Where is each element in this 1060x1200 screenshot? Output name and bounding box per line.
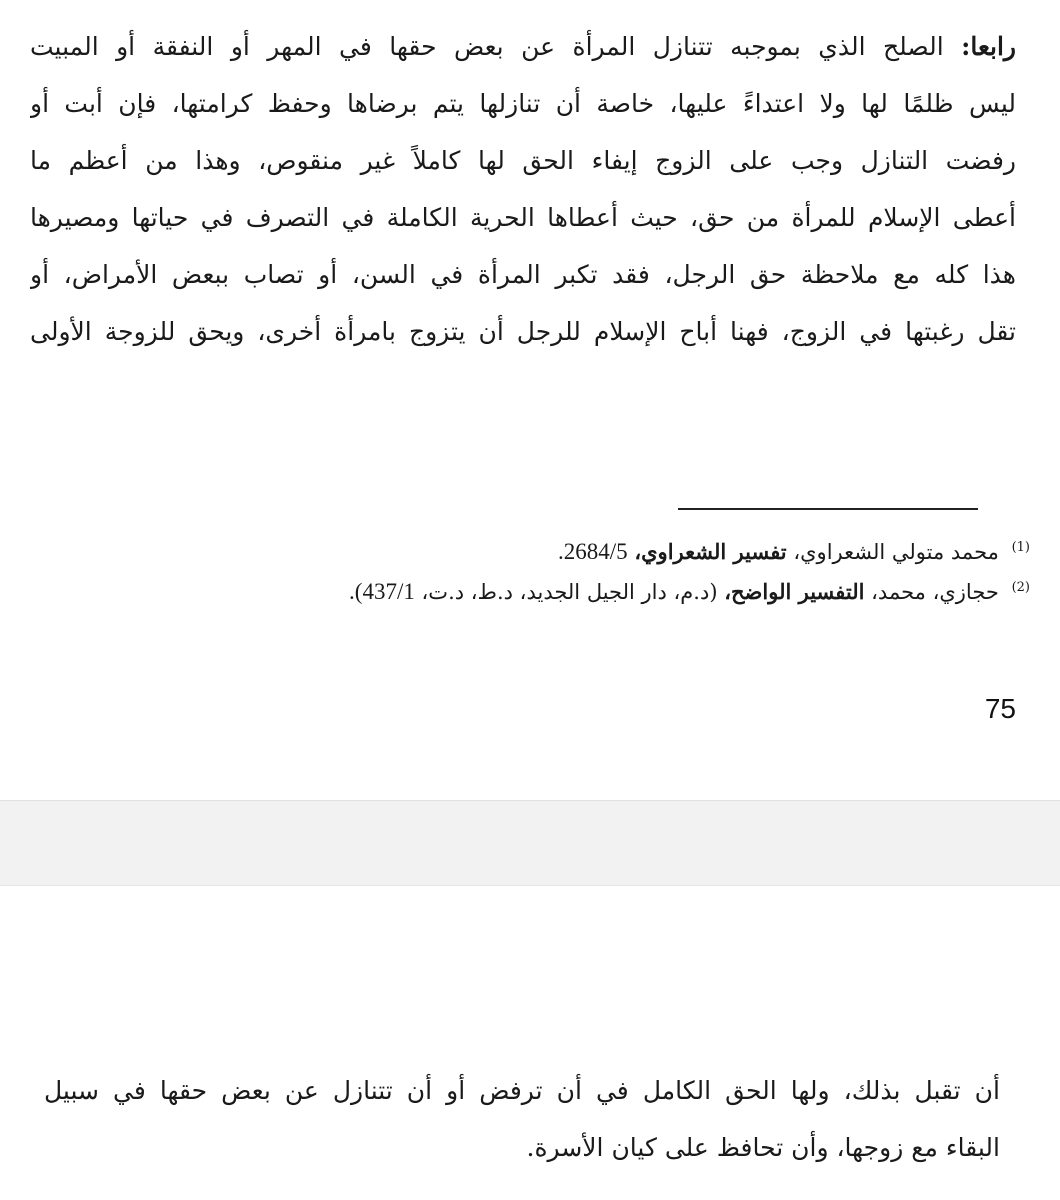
- paragraph-line: هذا كله مع ملاحظة حق الرجل، فقد تكبر المرأة في السن، أو تصاب ببعض الأمراض، أو: [30, 260, 1016, 289]
- continued-paragraph: [44, 1062, 1000, 1176]
- footnote-separator: [678, 508, 978, 510]
- footnote-marker: (2): [1011, 580, 1030, 595]
- footnotes: [120, 528, 1030, 608]
- paragraph-first-line-text: الصلح الذي بموجبه تتنازل المرأة عن بعض حقها في المهر أو النفقة أو المبيت: [30, 32, 944, 61]
- document-page-bottom: [0, 886, 1060, 1200]
- paragraph-line: البقاء مع زوجها، وأن تحافظ على كيان الأسرة.: [526, 1133, 1000, 1162]
- paragraph-line: أعطى الإسلام للمرأة من حق، حيث أعطاها الحرية الكاملة في التصرف في حياتها ومصيرها: [30, 203, 1016, 232]
- footnote-2: [120, 568, 1030, 608]
- footnote-author: محمد متولي الشعراوي،: [793, 540, 999, 564]
- paragraph-lead: رابعا:: [961, 32, 1016, 61]
- footnote-details: (د.م، دار الجيل الجديد، د.ط، د.ت،: [421, 580, 718, 604]
- footnote-1: [120, 528, 1030, 568]
- footnote-author: حجازي، محمد،: [871, 580, 999, 604]
- paragraph-line: تقل رغبتها في الزوج، فهنا أباح الإسلام للرجل أن يتزوج بامرأة أخرى، ويحق للزوجة الأولى: [30, 317, 1016, 346]
- paragraph-line: [30, 18, 1016, 75]
- footnote-title: التفسير الواضح،: [724, 579, 865, 604]
- paragraph-line: ليس ظلمًا لها ولا اعتداءً عليها، خاصة أن تنازلها يتم برضاها وحفظ كرامتها، فإن أبت أو: [30, 89, 1016, 118]
- footnote-reference: 437/1).: [349, 579, 415, 604]
- page-gap: [0, 800, 1060, 886]
- paragraph-line: أن تقبل بذلك، ولها الحق الكامل في أن ترفض أو أن تتنازل عن بعض حقها في سبيل: [44, 1076, 1000, 1105]
- page-number: 75: [984, 693, 1016, 724]
- footnote-marker: (1): [1011, 540, 1030, 555]
- footnote-reference: 2684/5.: [558, 539, 628, 564]
- paragraph-line: رفضت التنازل وجب على الزوج إيفاء الحق لها كاملاً غير منقوص، وهذا من أعظم ما: [30, 146, 1016, 175]
- main-paragraph: [30, 18, 1016, 360]
- footnote-title: تفسير الشعراوي،: [634, 539, 787, 564]
